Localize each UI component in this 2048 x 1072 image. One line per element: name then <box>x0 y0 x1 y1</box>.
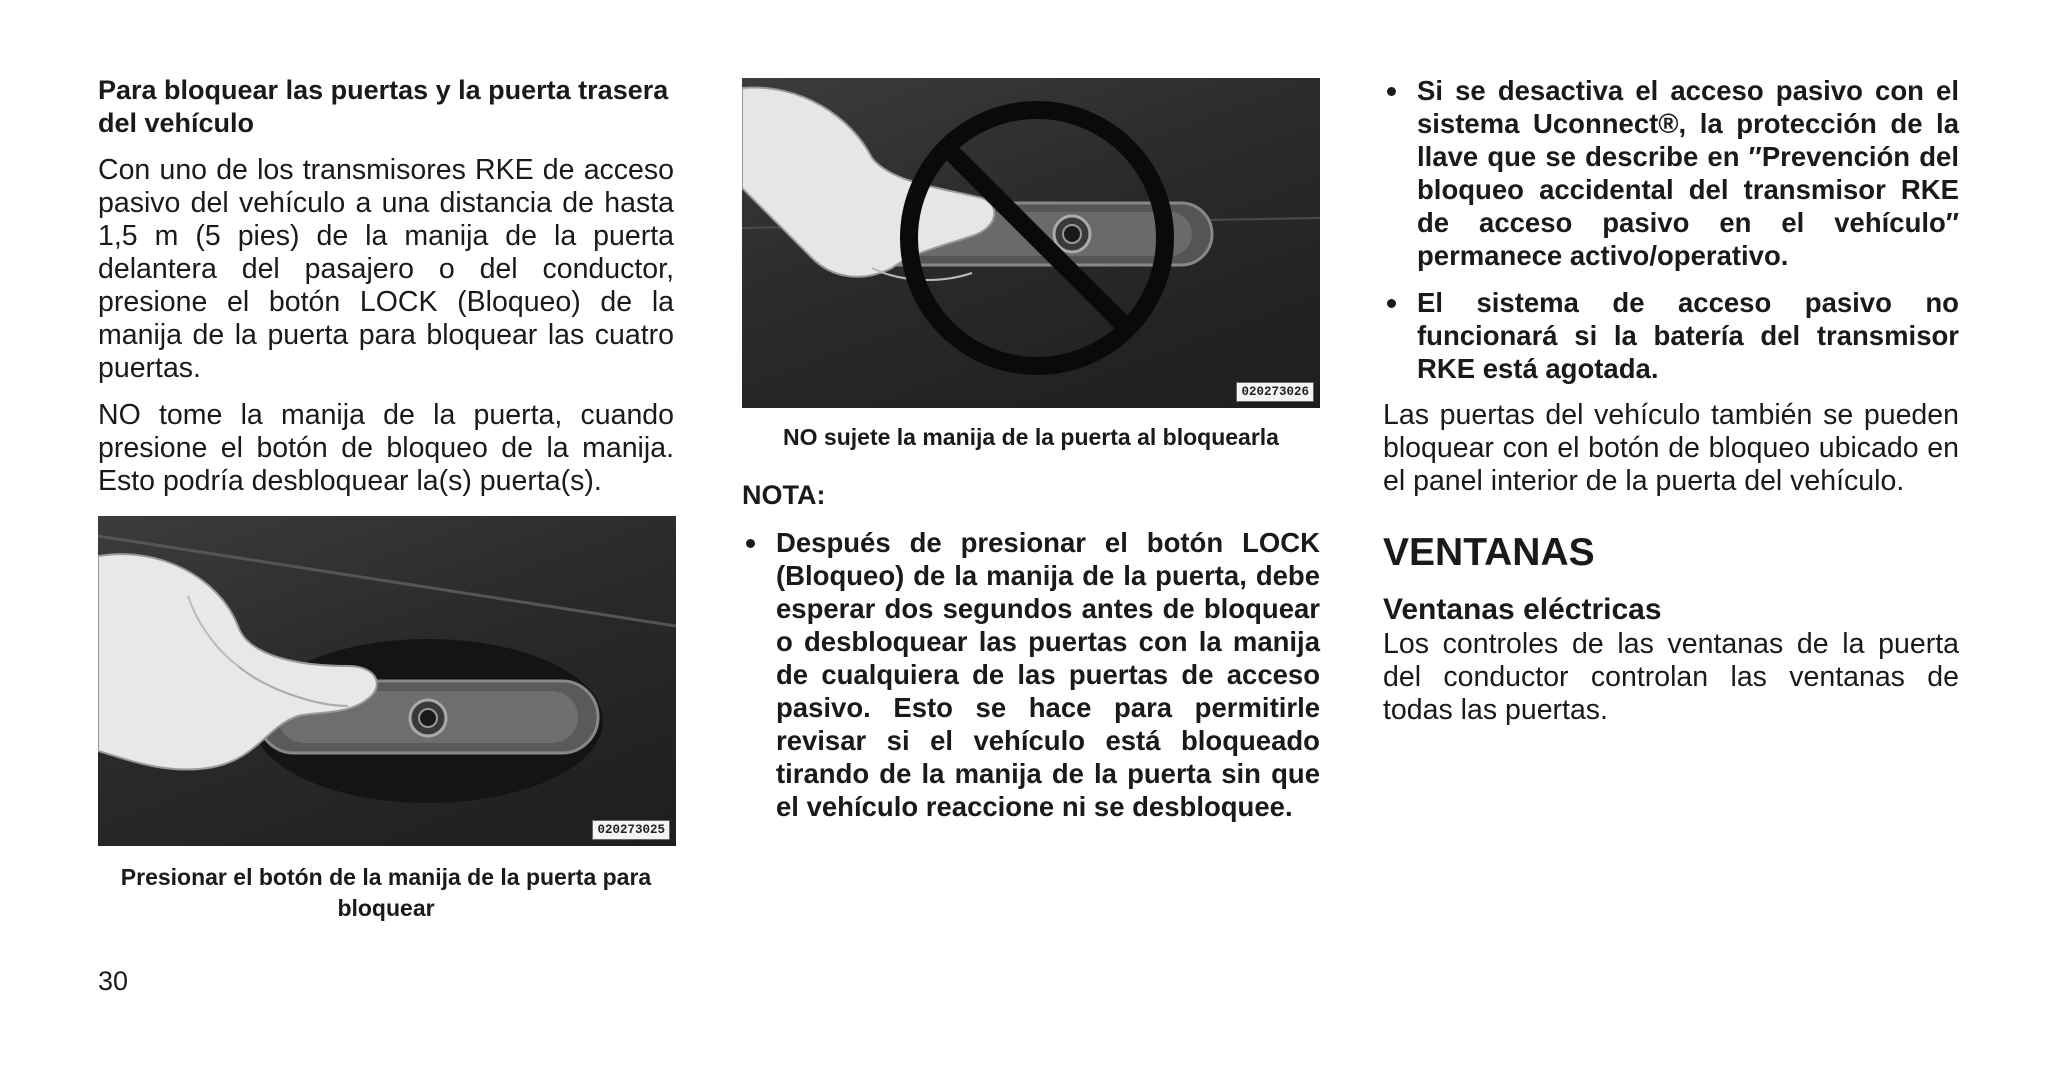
figure-code-label: 020273026 <box>1236 382 1314 402</box>
section-title: VENTANAS <box>1383 531 1595 574</box>
press-lock-button-figure <box>98 516 676 846</box>
power-windows-paragraph: Los controles de las ventanas de la puerta del conductor controlan las ventanas de todas las puertas. <box>1383 628 1959 726</box>
bullet-icon <box>1387 299 1396 308</box>
nota-bullet-list <box>742 526 1320 823</box>
do-not-grip-handle-figure <box>742 78 1320 408</box>
warning-paragraph: NO tome la manija de la puerta, cuando presione el botón de bloqueo de la manija. Esto podría desbloquear la(s) puerta(s). <box>98 399 674 497</box>
right-column <box>1383 74 1959 741</box>
lock-doors-heading: Para bloquear las puertas y la puerta trasera del vehículo <box>98 75 669 138</box>
lock-instructions-paragraph: Con uno de los transmisores RKE de acceso pasivo del vehículo a una distancia de hasta 1,5 m (5 pies) de la manija de la puerta delantera del pasajero o del conductor, presione el botón LOCK (Bloqueo) de la manija de la puerta para bloquear las cuatro puertas. <box>98 154 674 384</box>
page-number: 30 <box>98 966 129 996</box>
nota-label: NOTA: <box>742 480 826 510</box>
hand-pressing-handle-illustration <box>98 516 676 846</box>
bullet-text: El sistema de acceso pasivo no funcionará si la batería del transmisor RKE está agotada. <box>1417 287 1959 384</box>
bullet-icon <box>746 539 755 548</box>
passive-entry-bullet-list <box>1383 74 1959 385</box>
left-column <box>98 74 674 924</box>
bullet-icon <box>1387 87 1396 96</box>
bullet-text: Si se desactiva el acceso pasivo con el sistema Uconnect®, la protección de la llave que se describe en ″Prevención del bloqueo accidental del transmisor RKE de acceso pasivo en el vehículo″ permanece activo/operativo. <box>1417 75 1959 271</box>
subsection-title: Ventanas eléctricas <box>1383 593 1662 626</box>
prohibited-grip-illustration <box>742 78 1320 408</box>
interior-lock-paragraph: Las puertas del vehículo también se pueden bloquear con el botón de bloqueo ubicado en el panel interior de la puerta del vehículo. <box>1383 399 1959 497</box>
middle-column <box>742 78 1320 837</box>
figure-caption: NO sujete la manija de la puerta al bloquearla <box>783 424 1279 450</box>
figure-code-label: 020273025 <box>592 820 670 840</box>
list-item <box>742 526 1320 823</box>
list-item <box>1383 74 1959 272</box>
bullet-text: Después de presionar el botón LOCK (Bloqueo) de la manija de la puerta, debe esperar dos segundos antes de bloquear o desbloquear las puertas con la manija de cualquiera de las puertas de acceso pasivo. Esto se hace para permitirle revisar si el vehículo está bloqueado tirando de la manija de la puerta sin que el vehículo reaccione ni se desbloquee. <box>776 527 1320 822</box>
list-item <box>1383 286 1959 385</box>
figure-caption: Presionar el botón de la manija de la puerta para bloquear <box>120 864 652 921</box>
